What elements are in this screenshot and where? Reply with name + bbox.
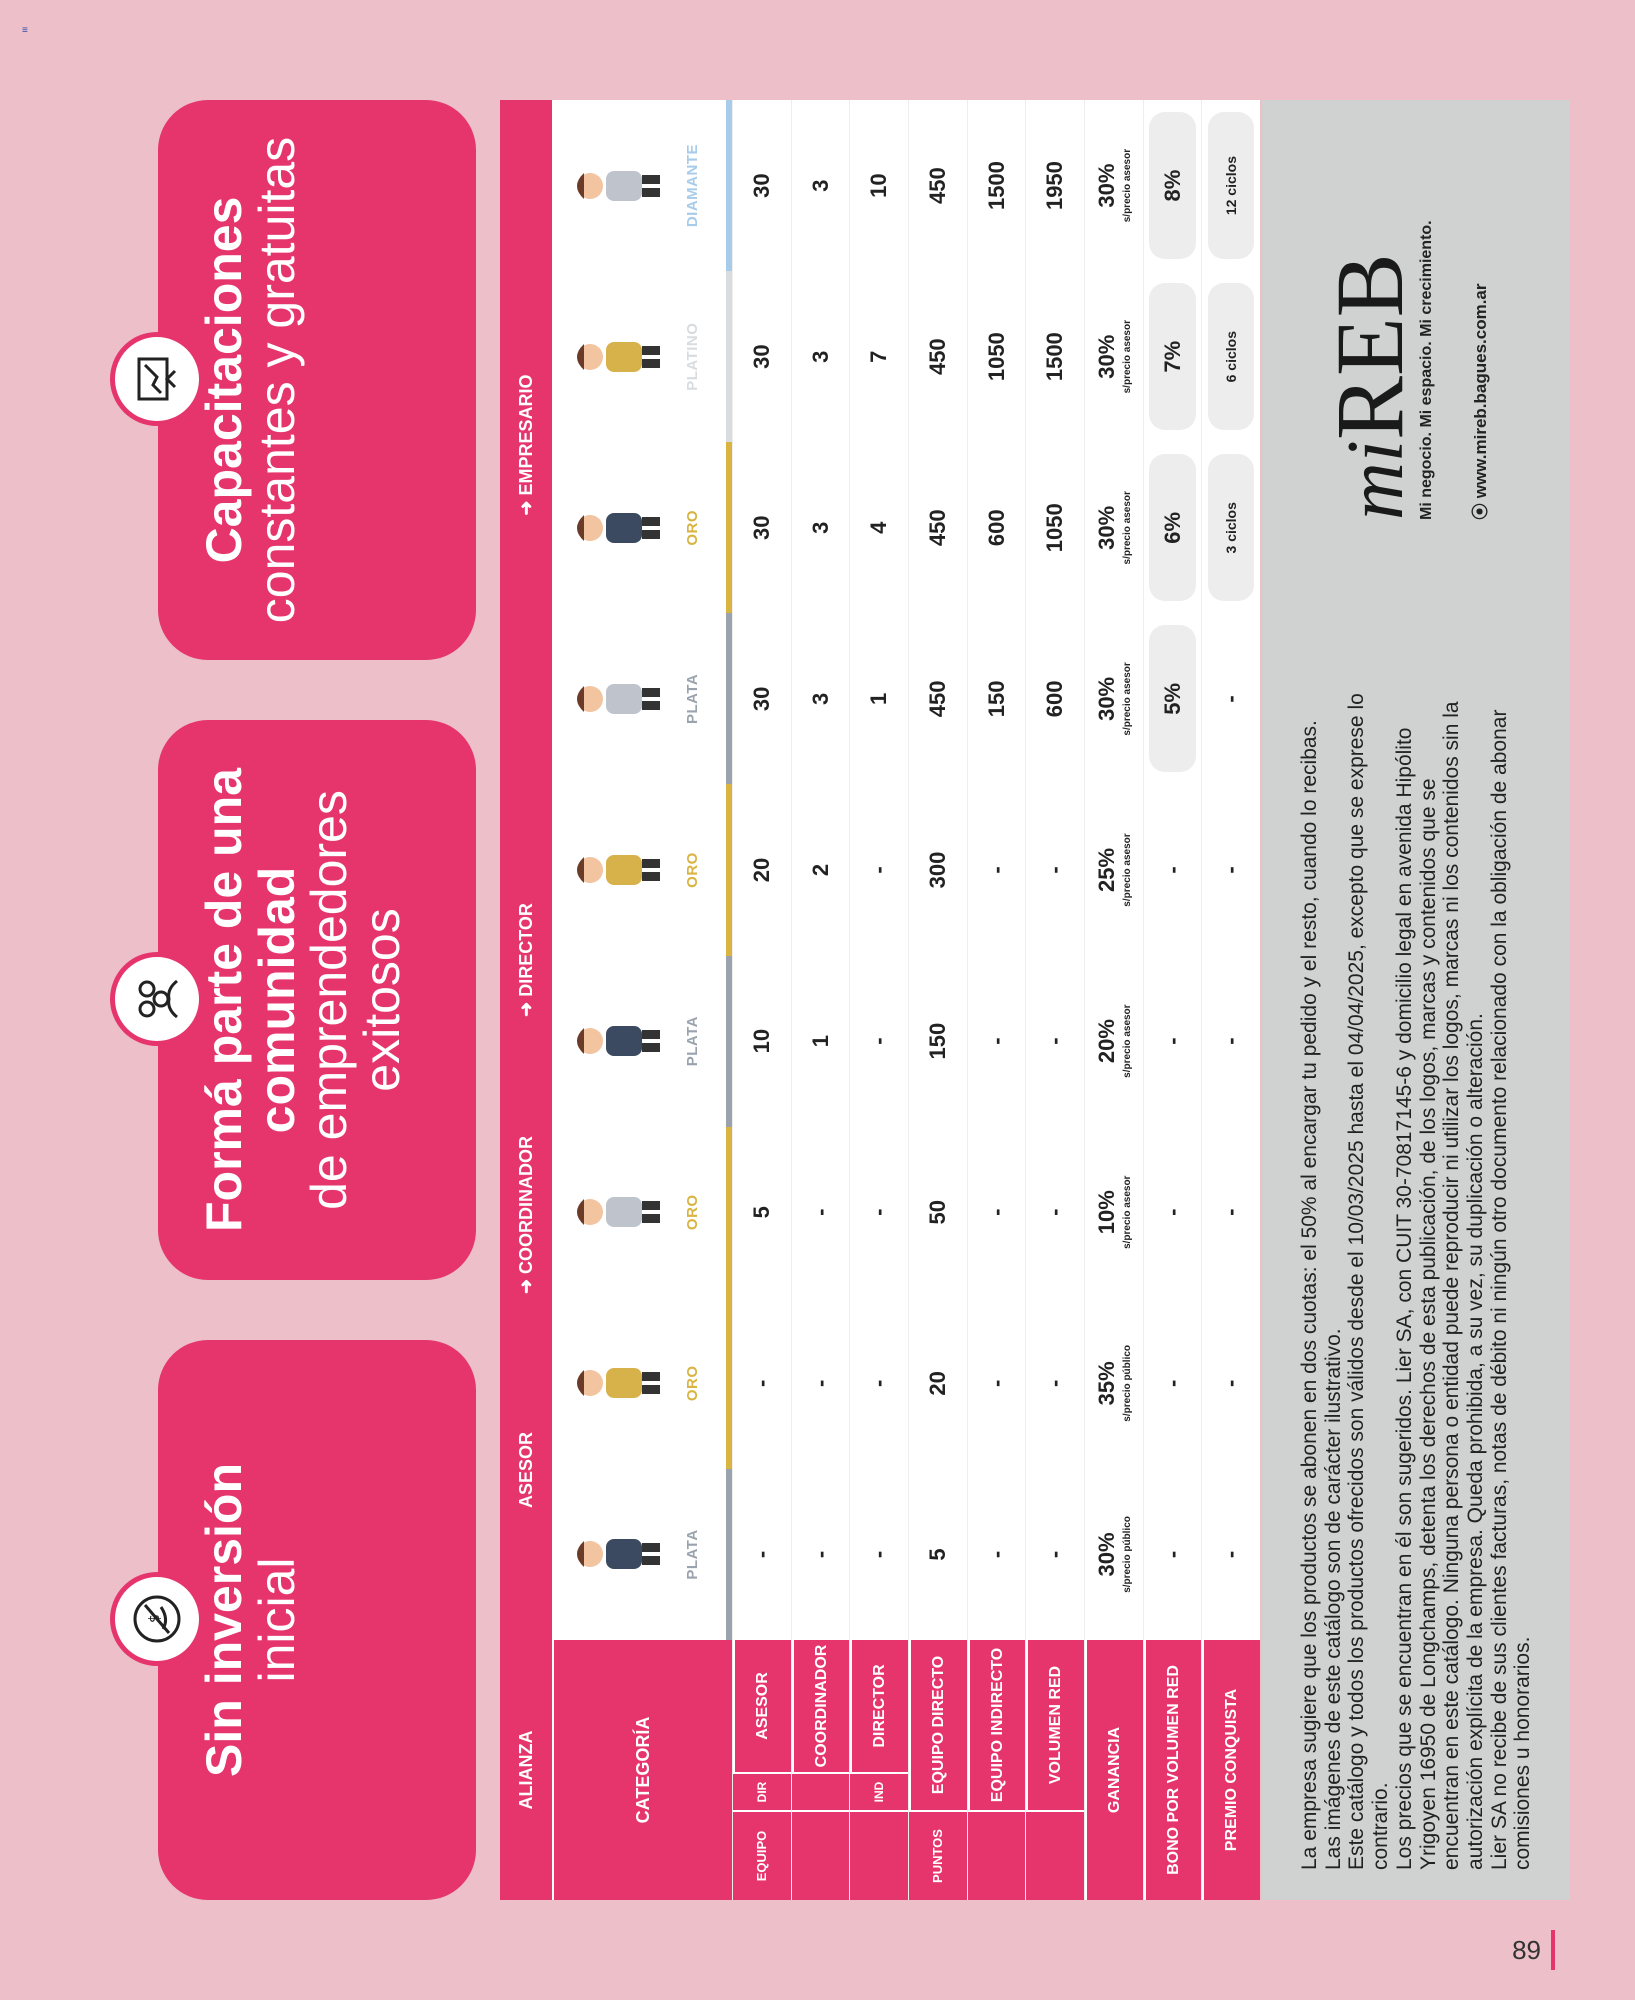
table-cell: 3 xyxy=(807,350,833,363)
table-cell: 3 xyxy=(807,179,833,192)
card-subtitle: de emprendedores exitosos xyxy=(301,790,410,1210)
category-cell xyxy=(552,613,732,784)
table-cell: - xyxy=(1218,1037,1244,1045)
table-cell: 150 xyxy=(924,1022,950,1060)
person-figure-icon xyxy=(572,1006,662,1076)
table-cell: - xyxy=(1159,1037,1185,1045)
category-cell xyxy=(552,956,732,1127)
mireb-logo: miREB xyxy=(1316,253,1423,520)
table-cell: - xyxy=(983,1037,1009,1045)
ganancia-label: GANANCIA xyxy=(1085,1640,1143,1900)
table-cell: - xyxy=(1042,1379,1068,1387)
table-row xyxy=(849,100,908,1900)
table-cell: 25% s/precio asesor xyxy=(1094,833,1134,907)
category-cell xyxy=(552,784,732,955)
table-cell: 30% s/precio asesor xyxy=(1094,662,1134,736)
table-cell: - xyxy=(807,1208,833,1216)
categoria-cells xyxy=(552,100,732,1640)
brand-tagline: Mi negocio. Mi espacio. Mi crecimiento. xyxy=(1418,220,1435,520)
table-cell: - xyxy=(983,1379,1009,1387)
legal-text xyxy=(1298,670,1535,1870)
table-cell: 450 xyxy=(924,509,950,547)
category-cell xyxy=(552,100,732,271)
edge-mark: ≡ xyxy=(22,25,28,36)
table-cell: 3 xyxy=(807,521,833,534)
value-pill: 8% xyxy=(1149,112,1195,259)
person-figure-icon xyxy=(572,664,662,734)
table-cell: - xyxy=(1042,866,1068,874)
category-cell xyxy=(552,442,732,613)
table-cell: - xyxy=(1218,866,1244,874)
table-cell: 1500 xyxy=(983,161,1009,211)
person-figure-icon xyxy=(572,835,662,905)
table-cell: 300 xyxy=(924,851,950,889)
person-figure-icon xyxy=(572,493,662,563)
category-cell xyxy=(552,1298,732,1469)
table-cell: - xyxy=(1218,1550,1244,1559)
wifi-icon: ⦿ xyxy=(1471,498,1490,520)
career-table xyxy=(500,100,1260,1900)
legal-paragraph: La empresa sugiere que los productos se abonen en dos cuotas: el 50% al encargar tu pedido y el resto, cuando lo recibas. xyxy=(1298,720,1321,1870)
row-label: DIRECTOR xyxy=(850,1640,908,1772)
categoria-label: CATEGORÍA xyxy=(552,1640,732,1900)
table-cell: - xyxy=(866,1379,892,1387)
card-subtitle: constantes y gratuitas xyxy=(248,136,305,624)
category-cell xyxy=(552,1127,732,1298)
row-label: EQUIPO DIRECTO xyxy=(909,1640,967,1810)
table-cell: 2 xyxy=(807,863,833,877)
card-comunidad xyxy=(158,720,476,1280)
table-cell: 600 xyxy=(1042,680,1068,718)
table-cell: 3 xyxy=(807,692,833,706)
value-pill: 12 ciclos xyxy=(1208,112,1254,259)
table-cell: 1050 xyxy=(1042,503,1068,553)
table-cell: - xyxy=(983,866,1009,874)
table-cell: 450 xyxy=(924,167,950,204)
table-cell: - xyxy=(1159,1550,1185,1559)
table-cell: 30% s/precio asesor xyxy=(1094,320,1134,394)
table-cell: 50 xyxy=(924,1199,950,1225)
value-pill: 5% xyxy=(1149,625,1195,772)
category-name: PLATINO xyxy=(684,322,701,391)
puntos-label: PUNTOS xyxy=(909,1810,967,1900)
table-cell: - xyxy=(1042,1037,1068,1045)
table-cell: 1500 xyxy=(1042,332,1068,382)
category-cell xyxy=(552,271,732,442)
table-row xyxy=(732,100,791,1900)
table-cell: 1 xyxy=(866,692,892,706)
alianza-asesor: ASESOR xyxy=(515,1431,536,1509)
brand-website[interactable]: ⦿ www.mireb.bagues.com.ar xyxy=(1471,283,1490,520)
person-figure-icon xyxy=(572,1519,662,1589)
table-cell: 1050 xyxy=(983,332,1009,382)
table-cell: - xyxy=(983,1550,1009,1559)
category-name: PLATA xyxy=(684,1015,701,1067)
legal-paragraph: Lier SA no recibe de sus clientes facturas, notas de débito ni ningún otro documento relacionado con la obligación de abonar comisiones u honorarios. xyxy=(1487,709,1535,1870)
table-cell: 450 xyxy=(924,680,950,718)
arrow-right-icon: ➜ xyxy=(515,495,536,516)
table-cell: 30 xyxy=(748,686,774,712)
legal-paragraph: Este catálogo y todos los productos ofrecidos son válidos desde el 10/03/2025 hasta el 04/04/2025, excepto que se exprese lo contrario. xyxy=(1345,693,1393,1870)
person-figure-icon xyxy=(572,151,662,221)
table-cell: - xyxy=(983,1208,1009,1216)
card-title: Capacitaciones xyxy=(196,196,252,564)
category-name: PLATA xyxy=(684,673,701,725)
row-label: ASESOR xyxy=(733,1640,791,1772)
table-cell: - xyxy=(1218,1379,1244,1387)
category-name: ORO xyxy=(684,1365,701,1402)
table-cell: - xyxy=(866,1037,892,1045)
legal-paragraph: Los precios que se encuentran en él son sugeridos. Lier SA, con CUIT 30-70817145-6 y domicilio legal en avenida Hipólito Yrigoyen 16950 de Longchamps, detenta los derechos de esta publicación, de los logos, marcas y contenidos que se encuentran en este catálogo. Ninguna persona o entidad puede reproducir ni utilizar los logos, marcas ni los contenidos sin la autorización explícita de la empresa. Queda prohibida, a su vez, su duplicación o alteración. xyxy=(1392,701,1488,1870)
table-cell: 10% s/precio asesor xyxy=(1094,1175,1134,1249)
card-title: Formá parte de una comunidad xyxy=(196,768,305,1232)
table-cell: 20 xyxy=(924,1371,950,1396)
table-cell xyxy=(1202,271,1260,442)
category-name: PLATA xyxy=(684,1529,701,1580)
person-figure-icon xyxy=(572,1348,662,1418)
category-name: ORO xyxy=(684,509,701,546)
person-figure-icon xyxy=(572,322,662,392)
alianza-coordinador: ➜ COORDINADOR xyxy=(515,1135,536,1295)
category-cell xyxy=(552,1469,732,1640)
table-cell: 150 xyxy=(983,680,1009,718)
value-pill: 6 ciclos xyxy=(1208,283,1254,430)
row-label: VOLUMEN RED xyxy=(1026,1640,1084,1810)
brand-block xyxy=(1316,140,1491,520)
dir-label: DIR xyxy=(733,1772,791,1810)
table-cell xyxy=(1144,442,1202,613)
table-cell: 4 xyxy=(866,521,892,534)
row-label: EQUIPO INDIRECTO xyxy=(968,1640,1026,1810)
table-row xyxy=(1025,100,1084,1900)
category-name: ORO xyxy=(684,852,701,888)
table-cell: - xyxy=(1218,695,1244,703)
table-cell xyxy=(1144,613,1202,784)
table-cell: 5 xyxy=(748,1206,774,1219)
table-cell: - xyxy=(748,1550,774,1559)
arrow-right-icon: ➜ xyxy=(515,996,536,1017)
table-cell: - xyxy=(866,1550,892,1559)
training-icon xyxy=(110,332,204,426)
page-number: 89 xyxy=(1512,1930,1555,1970)
alianza-empresario: ➜ EMPRESARIO xyxy=(515,374,536,516)
bono-label: BONO POR VOLUMEN RED xyxy=(1144,1640,1202,1900)
table-cell: - xyxy=(807,1550,833,1559)
categoria-row xyxy=(552,100,732,1900)
table-row xyxy=(1084,100,1143,1900)
table-cell: 1950 xyxy=(1042,161,1068,211)
table-cell: 600 xyxy=(983,509,1009,547)
category-name: DIAMANTE xyxy=(684,143,701,228)
table-cell: 30 xyxy=(748,344,774,369)
table-cell: - xyxy=(1159,1379,1185,1387)
data-rows xyxy=(732,100,1260,1900)
table-cell: - xyxy=(1218,1208,1244,1216)
table-cell: 5 xyxy=(924,1548,950,1561)
table-cell: - xyxy=(1042,1208,1068,1216)
card-subtitle: inicial xyxy=(248,1557,305,1683)
category-name: ORO xyxy=(684,1194,701,1231)
value-pill: 7% xyxy=(1149,283,1195,430)
table-row xyxy=(1201,100,1260,1900)
table-cell: - xyxy=(748,1379,774,1387)
table-cell: 30% s/precio asesor xyxy=(1094,491,1134,565)
table-cell: - xyxy=(1159,1208,1185,1216)
legal-notice xyxy=(1262,100,1570,1900)
table-cell: 35% s/precio público xyxy=(1094,1345,1134,1422)
table-cell: - xyxy=(866,866,892,874)
alianza-label: ALIANZA xyxy=(515,1730,536,1810)
svg-text:$: $ xyxy=(147,1614,163,1623)
ind-label: IND xyxy=(850,1772,908,1810)
table-cell: - xyxy=(1159,866,1185,874)
table-cell: 10 xyxy=(866,173,892,198)
no-money-icon xyxy=(110,1572,204,1666)
table-cell xyxy=(1144,271,1202,442)
table-cell: 20 xyxy=(748,857,774,883)
card-capacitaciones xyxy=(158,100,476,660)
row-label: COORDINADOR xyxy=(792,1640,850,1772)
table-cell: 20% s/precio asesor xyxy=(1094,1004,1134,1078)
table-cell: 450 xyxy=(924,338,950,376)
table-row xyxy=(967,100,1026,1900)
value-pill: 3 ciclos xyxy=(1208,454,1254,601)
table-cell: 30 xyxy=(748,173,774,198)
card-title: Sin inversión xyxy=(196,1463,252,1777)
premio-label: PREMIO CONQUISTA xyxy=(1202,1640,1260,1900)
table-cell: 7 xyxy=(866,350,892,363)
table-cell: 1 xyxy=(807,1035,833,1048)
table-cell xyxy=(1202,442,1260,613)
legal-paragraph: Las imágenes de este catálogo son de carácter ilustrativo. xyxy=(1321,1328,1345,1870)
table-cell: 30% s/precio público xyxy=(1094,1516,1134,1593)
table-cell: 10 xyxy=(748,1028,774,1054)
table-cell: 30 xyxy=(748,515,774,541)
table-cell xyxy=(1202,100,1260,271)
alianza-director: ➜ DIRECTOR xyxy=(515,903,536,1017)
table-cell xyxy=(1144,100,1202,271)
table-cell: - xyxy=(807,1379,833,1387)
table-cell: 30% s/precio asesor xyxy=(1094,148,1134,223)
table-row xyxy=(908,100,967,1900)
table-cell: - xyxy=(866,1208,892,1216)
arrow-right-icon: ➜ xyxy=(515,1273,536,1295)
person-figure-icon xyxy=(572,1177,662,1247)
card-sin-inversion xyxy=(147,1340,476,1900)
table-cell: - xyxy=(1042,1550,1068,1559)
value-pill: 6% xyxy=(1149,454,1195,601)
table-row xyxy=(791,100,850,1900)
community-icon xyxy=(110,952,204,1046)
table-row xyxy=(1143,100,1202,1900)
equipo-label: EQUIPO xyxy=(733,1810,791,1900)
alianza-row xyxy=(500,100,552,1900)
